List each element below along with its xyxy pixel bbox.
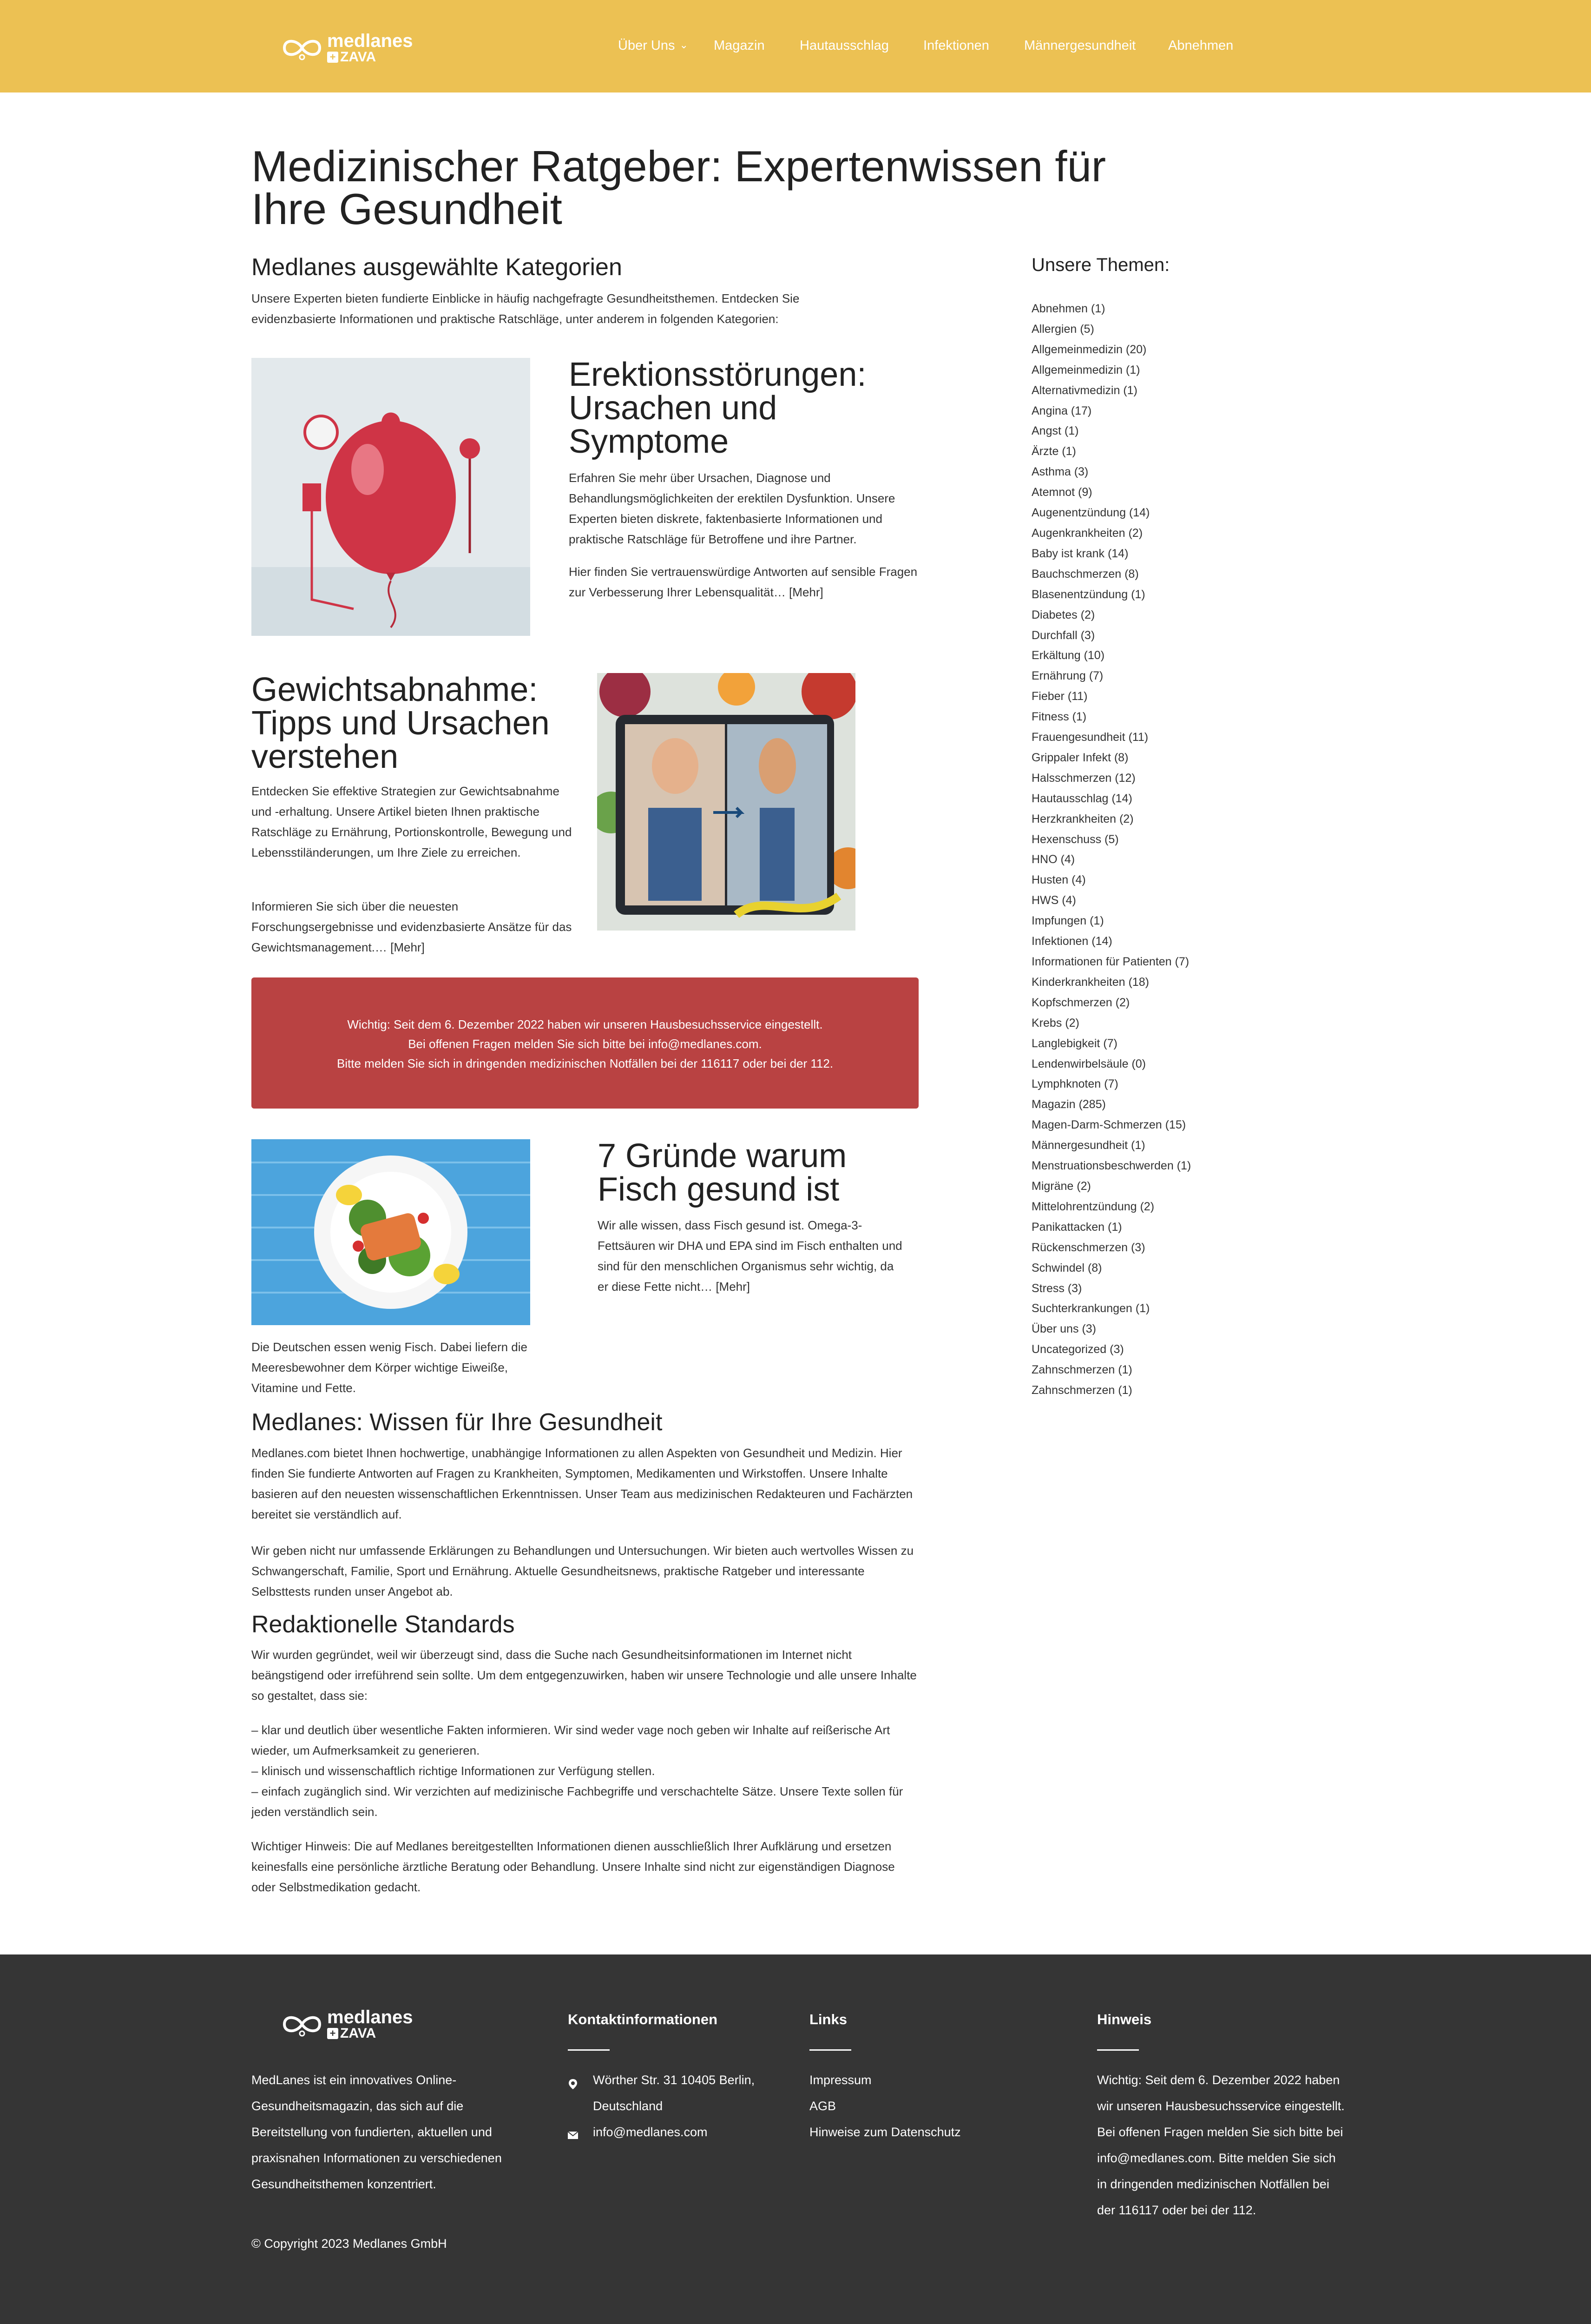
site-logo[interactable] [281, 32, 413, 64]
logo-name: medlanes [327, 2007, 413, 2027]
sidebar-topic-link[interactable]: Diabetes (2) [1032, 608, 1095, 621]
footer-link-datenschutz[interactable]: Hinweise zum Datenschutz [809, 2125, 961, 2139]
nav-item-hautausschlag[interactable]: Hautausschlag [800, 38, 889, 53]
footer-copyright: © Copyright 2023 Medlanes GmbH [251, 2237, 447, 2251]
sidebar-topic-link[interactable]: Panikattacken (1) [1032, 1220, 1122, 1234]
sidebar-topic-link[interactable]: Zahnschmerzen (1) [1032, 1384, 1132, 1397]
sidebar-topic-link[interactable]: Husten (4) [1032, 873, 1086, 887]
sidebar-topic-link[interactable]: Über uns (3) [1032, 1322, 1096, 1336]
page-title: Medizinischer Ratgeber: Expertenwissen für Ihre Gesundheit [251, 142, 1106, 233]
sidebar-topic-link[interactable]: Ärzte (1) [1032, 445, 1076, 458]
topic-list [1032, 299, 1191, 1401]
sidebar-topic-link[interactable]: Augenentzündung (14) [1032, 506, 1150, 520]
notice-line-2: Bei offenen Fragen melden Sie sich bitte bei info@medlanes.com. [408, 1037, 762, 1051]
footer-link-impressum[interactable]: Impressum [809, 2073, 872, 2087]
sidebar-topic-link[interactable]: Infektionen (14) [1032, 935, 1112, 948]
sidebar-topic-link[interactable]: Abnehmen (1) [1032, 302, 1105, 315]
categories-intro: Unsere Experten bieten fundierte Einblicke in häufig nachgefragte Gesundheitsthemen. Entdecken Sie evidenzbasierte Informationen und praktische Ratschläge, unter anderem in folgenden Kategorien: [251, 291, 800, 326]
nav-item-ueber-uns[interactable]: Über Uns ⌄ [618, 38, 688, 53]
standards-text-1: Wir wurden gegründet, weil wir überzeugt sind, dass die Suche nach Gesundheitsinformationen im Internet nicht beängstigend oder irreführend sein sollte. Um dem entgegenzuwirken, haben wir unsere Technologie und alle unsere Inhalte so gestaltet, dass sie: [251, 1648, 917, 1703]
sidebar-topic-link[interactable]: Langlebigkeit (7) [1032, 1037, 1118, 1050]
site-footer [0, 1954, 1591, 2324]
footer-contact-heading: Kontaktinformationen [568, 2011, 718, 2027]
sidebar-topic-link[interactable]: Lendenwirbelsäule (0) [1032, 1057, 1146, 1070]
sidebar-topic-link[interactable]: Erkältung (10) [1032, 649, 1105, 662]
sidebar-topic-link[interactable]: Herzkrankheiten (2) [1032, 812, 1134, 825]
knowledge-text-2: Wir geben nicht nur umfassende Erklärungen zu Behandlungen und Untersuchungen. Wir bieten auch wertvolles Wissen zu Schwangerschaft, Familie, Sport und Ernährung. Aktuelle Gesundheitsnews, praktische Ratgeber und interessante Selbsttests runden unser Angebot ab. [251, 1544, 914, 1598]
article-text-erektion-1: Erfahren Sie mehr über Ursachen, Diagnose und Behandlungsmöglichkeiten der erektilen Dysfunktion. Unsere Experten bieten diskrete, faktenbasierte Informationen und praktische Ratschläge für Betroffene und ihre Partner. [569, 471, 895, 546]
sidebar-topic-link[interactable]: Fitness (1) [1032, 710, 1087, 724]
sidebar-title: Unsere Themen: [1032, 255, 1170, 275]
sidebar-topic-link[interactable]: Kinderkrankheiten (18) [1032, 975, 1149, 989]
standards-heading: Redaktionelle Standards [251, 1611, 515, 1638]
notice-line-1: Wichtig: Seit dem 6. Dezember 2022 haben wir unseren Hausbesuchsservice eingestellt. [347, 1017, 823, 1031]
sidebar-topic-link[interactable]: Männergesundheit (1) [1032, 1139, 1145, 1152]
footer-logo[interactable] [281, 2008, 413, 2040]
sidebar-topic-link[interactable]: Zahnschmerzen (1) [1032, 1363, 1132, 1377]
site-header [0, 0, 1591, 92]
footer-address: Wörther Str. 31 10405 Berlin, Deutschland [593, 2073, 755, 2113]
sidebar-topic-link[interactable]: Bauchschmerzen (8) [1032, 567, 1139, 581]
footer-link-agb[interactable]: AGB [809, 2099, 836, 2113]
sidebar-topic-link[interactable]: Hexenschuss (5) [1032, 832, 1119, 846]
sidebar-topic-link[interactable]: Augenkrankheiten (2) [1032, 526, 1143, 540]
sidebar-topic-link[interactable]: Allgemeinmedizin (1) [1032, 363, 1140, 376]
article-title-fisch[interactable]: 7 Gründe warum Fisch gesund ist [598, 1137, 847, 1208]
knowledge-heading: Medlanes: Wissen für Ihre Gesundheit [251, 1409, 663, 1436]
logo-name: medlanes [327, 31, 413, 51]
logo-sub: ZAVA [340, 2026, 376, 2041]
sidebar-topic-link[interactable]: Durchfall (3) [1032, 628, 1095, 642]
article-image-balloon[interactable] [251, 358, 530, 636]
sidebar-topic-link[interactable]: Grippaler Infekt (8) [1032, 751, 1129, 764]
envelope-icon [567, 2129, 579, 2141]
sidebar-topic-link[interactable]: Suchterkrankungen (1) [1032, 1302, 1150, 1315]
logo-sub: ZAVA [340, 49, 376, 65]
sidebar-topic-link[interactable]: Baby ist krank (14) [1032, 547, 1129, 560]
footer-divider [1097, 2049, 1139, 2051]
sidebar-topic-link[interactable]: Halsschmerzen (12) [1032, 771, 1136, 785]
sidebar-topic-link[interactable]: Frauengesundheit (11) [1032, 731, 1149, 744]
sidebar-topic-link[interactable]: Impfungen (1) [1032, 914, 1104, 928]
nav-item-infektionen[interactable]: Infektionen [923, 38, 989, 53]
infinity-heart-icon [281, 2011, 323, 2037]
sidebar-topic-link[interactable]: Alternativmedizin (1) [1032, 383, 1137, 397]
article-text-gewicht-2: Informieren Sie sich über die neuesten Forschungsergebnisse und evidenzbasierte Ansätze für das Gewichtsmanagement.… [Mehr] [251, 899, 572, 954]
plus-icon: + [327, 52, 338, 63]
sidebar-topic-link[interactable]: HNO (4) [1032, 853, 1075, 866]
sidebar-topic-link[interactable]: Mittelohrentzündung (2) [1032, 1200, 1155, 1213]
nav-item-magazin[interactable]: Magazin [714, 38, 765, 53]
sidebar-topic-link[interactable]: Kopfschmerzen (2) [1032, 996, 1130, 1009]
sidebar-topic-link[interactable]: Schwindel (8) [1032, 1261, 1102, 1274]
article-title-gewicht[interactable]: Gewichtsabnahme: Tipps und Ursachen verstehen [251, 671, 550, 775]
sidebar-topic-link[interactable]: Rückenschmerzen (3) [1032, 1241, 1145, 1254]
article-title-erektion[interactable]: Erektionsstörungen: Ursachen und Symptome [569, 356, 867, 460]
article-text-fisch-2: Die Deutschen essen wenig Fisch. Dabei liefern die Meeresbewohner dem Körper wichtige Eiweiße, Vitamine und Fette. [251, 1340, 527, 1395]
sidebar-topic-link[interactable]: Lymphknoten (7) [1032, 1077, 1118, 1091]
sidebar-topic-link[interactable]: Menstruationsbeschwerden (1) [1032, 1159, 1191, 1173]
article-image-fish[interactable] [251, 1139, 530, 1325]
categories-heading: Medlanes ausgewählte Kategorien [251, 254, 622, 281]
standards-note: Wichtiger Hinweis: Die auf Medlanes bereitgestellten Informationen dienen ausschließlich Ihrer Aufklärung und ersetzen keinesfalls eine persönliche ärztliche Beratung oder Behandlung. Unsere Inhalte sind nicht zur eigenständigen Diagnose oder Selbstmedikation gedacht. [251, 1839, 895, 1894]
footer-notice-text: Wichtig: Seit dem 6. Dezember 2022 haben wir unseren Hausbesuchsservice eingestellt. Bei offenen Fragen melden Sie sich bitte bei info@medlanes.com. Bitte melden Sie sich in dringenden medizinischen Notfällen bei der 116117 oder bei der 112. [1097, 2073, 1345, 2217]
article-text-gewicht-1: Entdecken Sie effektive Strategien zur Gewichtsabnahme und -erhaltung. Unsere Artikel bieten Ihnen praktische Ratschläge zu Ernährung, Portionskontrolle, Bewegung und Lebensstiländerungen, um Ihre Ziele zu erreichen. [251, 784, 572, 859]
footer-about: MedLanes ist ein innovatives Online-Gesundheitsmagazin, das sich auf die Bereitstellung von fundierten, aktuellen und praxisnahen Informationen zu verschiedenen Gesundheitsthemen konzentriert. [251, 2073, 502, 2191]
article-image-weightloss[interactable] [597, 673, 855, 931]
sidebar-topic-link[interactable]: Fieber (11) [1032, 690, 1088, 703]
sidebar-topic-link[interactable]: Hautausschlag (14) [1032, 792, 1132, 805]
sidebar-topic-link[interactable]: Angst (1) [1032, 424, 1079, 438]
sidebar-topic-link[interactable]: Stress (3) [1032, 1281, 1082, 1295]
standards-list: – klar und deutlich über wesentliche Fakten informieren. Wir sind weder vage noch geben wir Inhalte auf reißerische Art wieder, um Aufmerksamkeit zu generieren. – klinisch und wissenschaftlich richtige Informationen zur Verfügung stellen. – einfach zugänglich sind. Wir verzichten auf medizinische Fachbegriffe und verschachtelte Sätze. Unsere Texte sollen für jeden verständlich sein. [251, 1723, 903, 1819]
nav-item-maennergesundheit[interactable]: Männergesundheit [1024, 38, 1136, 53]
sidebar-topic-link[interactable]: Allergien (5) [1032, 322, 1094, 336]
infinity-heart-icon [281, 35, 323, 61]
footer-email[interactable]: info@medlanes.com [593, 2125, 708, 2139]
nav-item-abnehmen[interactable]: Abnehmen [1168, 38, 1234, 53]
article-text-erektion-2: Hier finden Sie vertrauenswürdige Antworten auf sensible Fragen zur Verbesserung Ihrer Lebensqualität… [Mehr] [569, 565, 918, 599]
article-text-fisch-1: Wir alle wissen, dass Fisch gesund ist. Omega-3-Fettsäuren wir DHA und EPA sind im Fisch enthalten und sind für den menschlichen Organismus sehr wichtig, da er diese Fette nicht… [Mehr] [598, 1218, 902, 1294]
sidebar-topic-link[interactable]: HWS (4) [1032, 894, 1076, 907]
sidebar-topic-link[interactable]: Angina (17) [1032, 404, 1092, 417]
knowledge-text-1: Medlanes.com bietet Ihnen hochwertige, unabhängige Informationen zu allen Aspekten von Gesundheit und Medizin. Hier finden Sie fundierte Antworten auf Fragen zu Krankheiten, Symptomen, Medikamenten und Wirkstoffen. Unsere Inhalte basieren auf den neuesten wissenschaftlichen Erkenntnissen. Unser Team aus medizinischen Redakteuren und Fachärzten bereitet sie verständlich auf. [251, 1446, 913, 1521]
sidebar-topic-link[interactable]: Migräne (2) [1032, 1179, 1091, 1193]
chevron-down-icon: ⌄ [679, 39, 688, 51]
notice-line-3: Bitte melden Sie sich in dringenden medizinischen Notfällen bei der 116117 oder bei der 112. [336, 1056, 834, 1070]
footer-divider [568, 2049, 610, 2051]
sidebar-topic-link[interactable]: Asthma (3) [1032, 465, 1089, 479]
notice-banner [251, 977, 919, 1109]
plus-icon: + [327, 2028, 338, 2039]
footer-notice-heading: Hinweis [1097, 2011, 1152, 2027]
footer-links-heading: Links [809, 2011, 847, 2027]
sidebar-topic-link[interactable]: Atemnot (9) [1032, 486, 1092, 499]
sidebar-topic-link[interactable]: Ernährung (7) [1032, 669, 1104, 683]
sidebar-topic-link[interactable]: Krebs (2) [1032, 1016, 1079, 1030]
map-pin-icon [567, 2078, 579, 2090]
sidebar-topic-link[interactable]: Magen-Darm-Schmerzen (15) [1032, 1118, 1186, 1132]
sidebar-topic-link[interactable]: Informationen für Patienten (7) [1032, 955, 1190, 968]
sidebar-topic-link[interactable]: Blasenentzündung (1) [1032, 588, 1145, 601]
sidebar-topic-link[interactable]: Magazin (285) [1032, 1098, 1106, 1111]
footer-divider [809, 2049, 851, 2051]
sidebar-topic-link[interactable]: Allgemeinmedizin (20) [1032, 343, 1147, 356]
sidebar-topic-link[interactable]: Uncategorized (3) [1032, 1343, 1124, 1356]
